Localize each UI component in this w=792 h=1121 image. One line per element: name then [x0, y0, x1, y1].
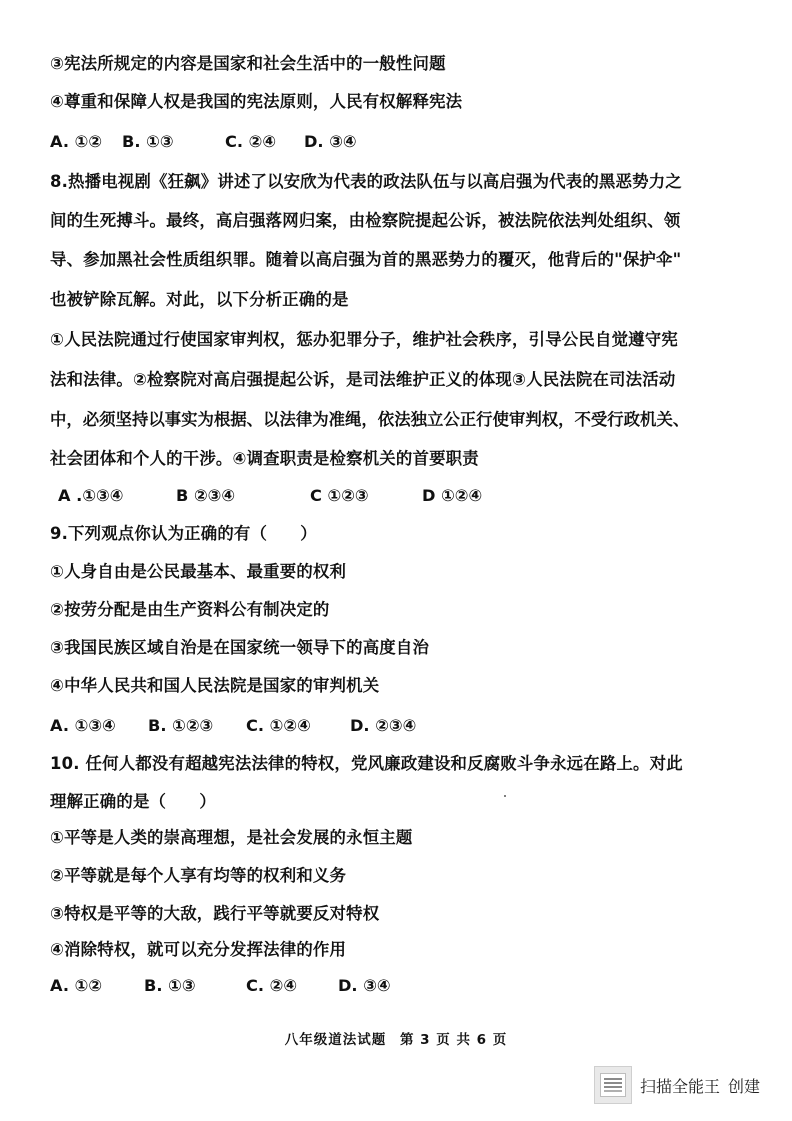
q10-stem-line-1: 10. 任何人都没有超越宪法法律的特权，党风廉政建设和反腐败斗争永远在路上。对此 [50, 754, 683, 773]
q10-option-c: C. ②④ [246, 976, 298, 995]
q10-statement-2: ②平等就是每个人享有均等的权利和义务 [50, 866, 347, 885]
q9-stem: 9.下列观点你认为正确的有（ ） [50, 524, 317, 543]
q9-option-c: C. ①②④ [246, 716, 311, 735]
footer-page-number: 第 3 页 共 6 页 [399, 1032, 508, 1048]
q7-statement-4: ④尊重和保障人权是我国的宪法原则，人民有权解释宪法 [50, 92, 463, 111]
q8-line-2: 间的生死搏斗。最终，高启强落网归案，由检察院提起公诉，被法院依法判处组织、领 [50, 211, 681, 230]
q9-statement-1: ①人身自由是公民最基本、最重要的权利 [50, 562, 347, 581]
q10-stem-line-2: 理解正确的是（ ） [50, 792, 216, 811]
q9-option-b: B. ①②③ [148, 716, 214, 735]
q10-statement-1: ①平等是人类的崇高理想，是社会发展的永恒主题 [50, 828, 413, 847]
q10-statement-4: ④消除特权，就可以充分发挥法律的作用 [50, 940, 347, 959]
q8-line-7: 中，必须坚持以事实为根据、以法律为准绳，依法独立公正行使审判权，不受行政机关、 [50, 410, 690, 429]
q9-statement-2: ②按劳分配是由生产资料公有制决定的 [50, 600, 330, 619]
q7-statement-3: ③宪法所规定的内容是国家和社会生活中的一般性问题 [50, 54, 446, 73]
watermark-text [640, 1074, 768, 1097]
page-footer [0, 1028, 792, 1048]
q8-line-5: ①人民法院通过行使国家审判权，惩办犯罪分子，维护社会秩序，引导公民自觉遵守宪 [50, 330, 678, 349]
q8-line-1: 8.热播电视剧《狂飙》讲述了以安欣为代表的政法队伍与以高启强为代表的黑恶势力之 [50, 172, 682, 191]
q8-option-b: B ②③④ [176, 486, 236, 505]
footer-subject: 八年级道法试题 [284, 1032, 387, 1048]
q8-option-a: A .①③④ [58, 486, 124, 505]
q9-option-d: D. ②③④ [350, 716, 417, 735]
q8-line-4: 也被铲除瓦解。对此，以下分析正确的是 [50, 290, 349, 309]
q10-statement-3: ③特权是平等的大敌，践行平等就要反对特权 [50, 904, 380, 923]
scan-speck [504, 795, 506, 797]
q8-line-3: 导、参加黑社会性质组织罪。随着以高启强为首的黑恶势力的覆灭，他背后的"保护伞" [50, 250, 682, 269]
q7-option-a: A. ①② [50, 132, 103, 151]
q10-option-b: B. ①③ [144, 976, 196, 995]
q8-option-c: C ①②③ [310, 486, 369, 505]
q10-option-d: D. ③④ [338, 976, 391, 995]
q8-option-d: D ①②④ [422, 486, 483, 505]
scanner-logo-icon [594, 1066, 632, 1104]
scanner-watermark [594, 1066, 768, 1104]
q10-option-a: A. ①② [50, 976, 103, 995]
q7-option-d: D. ③④ [304, 132, 357, 151]
q7-option-b: B. ①③ [122, 132, 174, 151]
q8-line-6: 法和法律。②检察院对高启强提起公诉，是司法维护正义的体现③人民法院在司法活动 [50, 370, 676, 389]
watermark-suffix: 创建 [728, 1076, 761, 1096]
watermark-app-name: 扫描全能王 [640, 1076, 721, 1096]
q8-line-8: 社会团体和个人的干涉。④调查职责是检察机关的首要职责 [50, 449, 479, 468]
q9-option-a: A. ①③④ [50, 716, 116, 735]
q9-statement-3: ③我国民族区域自治是在国家统一领导下的高度自治 [50, 638, 430, 657]
q9-statement-4: ④中华人民共和国人民法院是国家的审判机关 [50, 676, 380, 695]
q7-option-c: C. ②④ [225, 132, 277, 151]
